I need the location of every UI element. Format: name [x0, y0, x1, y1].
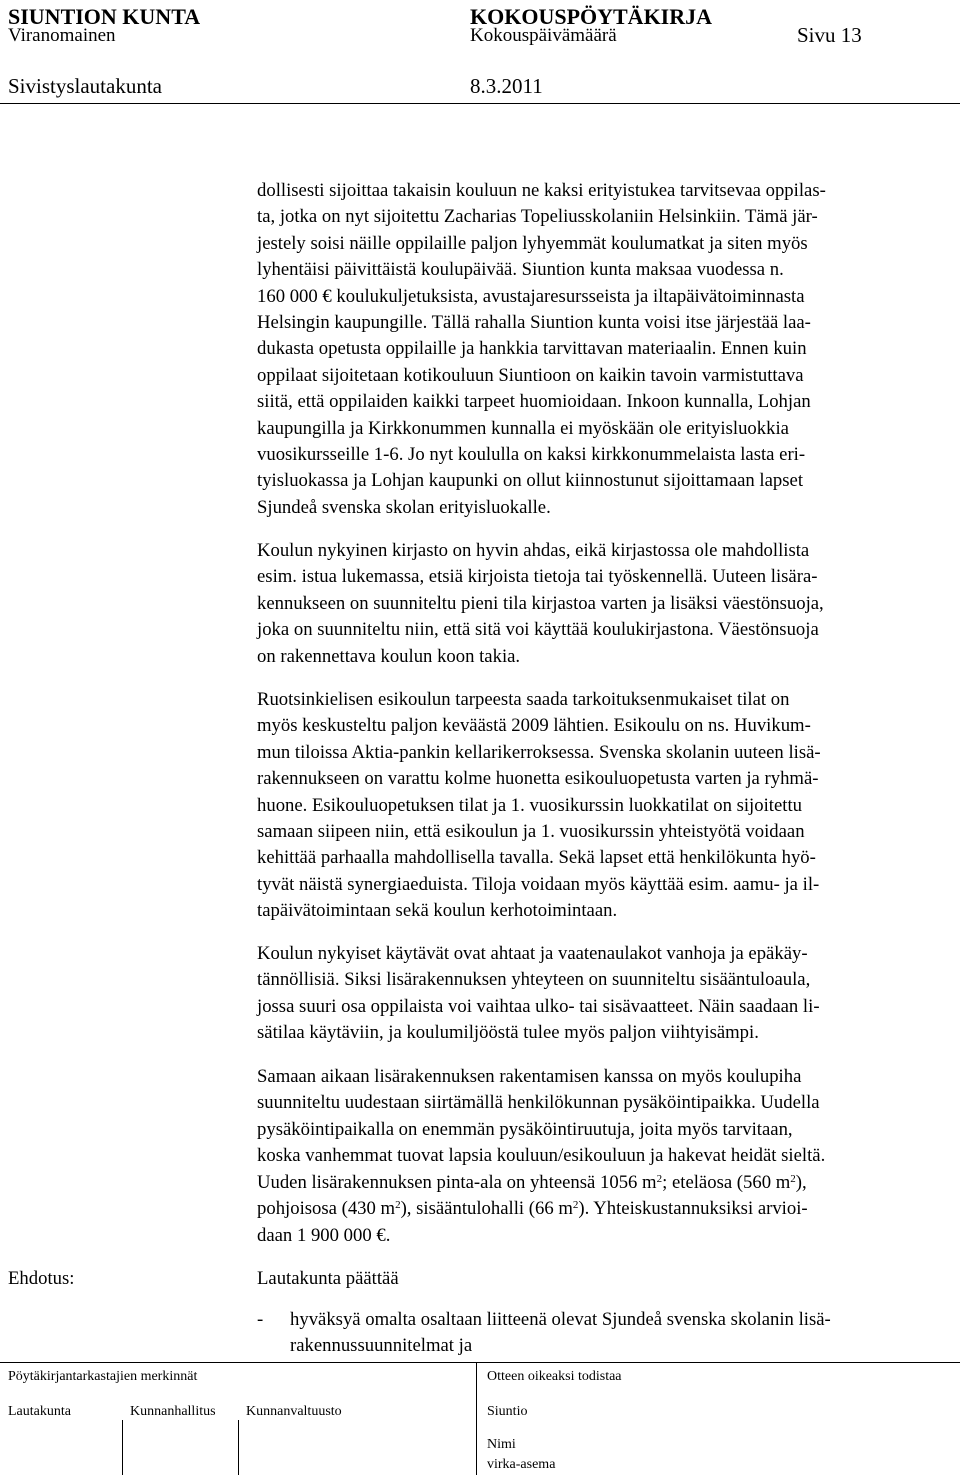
text-line: myös keskusteltu paljon keväästä 2009 lähtien. Esikoulu on ns. Huvikum- — [257, 715, 811, 737]
footer-col-divider-2 — [238, 1420, 239, 1475]
text-line: kehittää parhaalla mahdollisella tavalla. Sekä lapset että henkilökunta hyö- — [257, 847, 816, 869]
text-line: dukasta opetusta oppilaille ja hankkia tarvittavan materiaalin. Ennen kuin — [257, 338, 807, 360]
footer-col-lautakunta: Lautakunta — [8, 1404, 71, 1419]
text-line: joka on suunniteltu niin, että sitä voi käyttää koulukirjastona. Väestönsuoja — [257, 619, 819, 641]
text-line: 160 000 € koulukuljetuksista, avustajaresursseista ja iltapäivätoiminnasta — [257, 285, 805, 307]
org-name: SIUNTION KUNTA — [8, 4, 201, 29]
area-summary — [257, 1170, 947, 1249]
footer-col-kunnanvaltuusto: Kunnanvaltuusto — [246, 1404, 342, 1419]
text-line: samaan siipeen niin, että esikoulun ja 1. vuosikurssin yhteistyötä voidaan — [257, 821, 805, 843]
text-line: Sjundeå svenska skolan erityisluokalle. — [257, 496, 551, 518]
paragraph-1 — [257, 178, 947, 521]
text-line: jossa suuri osa oppilaista voi vaihtaa ulko- tai sisävaatteet. Näin saadaan li- — [257, 995, 820, 1017]
text-line: esim. istua lukemassa, etsiä kirjoista tietoja tai työskennellä. Uuteen lisära- — [257, 566, 818, 588]
text-line: on rakennettava koulun koon takia. — [257, 645, 521, 667]
text-line: tyisluokassa ja Lohjan kaupunki on ollut kiinnostunut sijoittamaan lapset — [257, 470, 804, 492]
paragraph-4 — [257, 941, 947, 1047]
bullet-dash: - — [257, 1309, 264, 1330]
text-line: rakennukseen on varattu kolme huonetta esikouluopetusta varten ja ryhmä- — [257, 768, 819, 790]
paragraph-2 — [257, 538, 947, 670]
text-line: Koulun nykyinen kirjasto on hyvin ahdas, eikä kirjastossa ole mahdollista — [257, 540, 810, 561]
text-line: mun tiloissa Aktia-pankin kellarikerroksessa. Svenska skolanin uuteen lisä- — [257, 741, 821, 763]
text-line: tännöllisiä. Siksi lisärakennuksen yhteyteen on suunniteltu sisääntuloaula, — [257, 969, 811, 991]
footer-name: Nimi — [487, 1437, 516, 1452]
text-line: lyhentäisi päivittäistä koulupäivää. Siuntion kunta maksaa vuodessa n. — [257, 259, 784, 281]
text-line: ta, jotka on nyt sijoitettu Zacharias Topeliusskolaniin Helsinkiin. Tämä jär- — [257, 206, 818, 228]
footer-col-divider-1 — [122, 1420, 123, 1475]
text-line: siitä, että oppilaiden kaikki tarpeet huomioidaan. Inkoon kunnalla, Lohjan — [257, 391, 811, 413]
footer-top-border — [0, 1362, 960, 1363]
document-type: KOKOUSPÖYTÄKIRJA — [470, 4, 713, 29]
text-line: huone. Esikouluopetuksen tilat ja 1. vuosikurssin luokkatilat on sijoitettu — [257, 794, 803, 816]
text-line: Helsingin kaupungille. Tällä rahalla Siuntion kunta voisi itse järjestää laa- — [257, 312, 811, 334]
authority-name: Sivistyslautakunta — [8, 74, 162, 98]
decision-heading: Lautakunta päättää — [257, 1268, 399, 1289]
text-line: sätilaa käytäviin, ja koulumiljööstä tulee myös paljon viihtyisämpi. — [257, 1022, 759, 1044]
text-line: Samaan aikaan lisärakennuksen rakentamisen kanssa on myös koulupiha — [257, 1066, 802, 1087]
header-divider — [0, 103, 960, 104]
area-line-2: pohjoisosa (430 $m^2$), sisääntulohalli (66 $m^2$). Yhteiskustannuksiksi arvioi- — [257, 1198, 808, 1220]
meeting-date: 8.3.2011 — [470, 74, 543, 98]
text-line: dollisesti sijoittaa takaisin kouluun ne kaksi erityistukea tarvitsevaa oppilas- — [257, 180, 826, 201]
text-line: vuosikursseille 1-6. Jo nyt koululla on kaksi kirkkonummelaista lasta eri- — [257, 444, 806, 466]
text-line: pysäköintipaikalla on enemmän pysäköintiruutuja, joita myös tarvitaan, — [257, 1118, 793, 1140]
paragraph-3 — [257, 687, 947, 925]
proposal-label: Ehdotus: — [8, 1268, 75, 1289]
text-line: kaupungilla ja Kirkkonummen kunnalla ei myöskään ole erityisluokkia — [257, 417, 789, 439]
area-line-1: Uuden lisärakennuksen pinta-ala on yhteensä 1056 $m^2$; eteläosa (560 $m^2$), — [257, 1172, 807, 1193]
decision-item-line-2: rakennussuunnitelmat ja — [290, 1335, 473, 1356]
text-line: oppilaat sijoitetaan kotikouluun Siuntioon on kaikin tavoin varmistuttava — [257, 364, 804, 386]
footer-title: virka-asema — [487, 1457, 556, 1472]
footer-place: Siuntio — [487, 1404, 528, 1419]
footer-col-kunnanhallitus: Kunnanhallitus — [130, 1404, 216, 1419]
text-line: Koulun nykyiset käytävät ovat ahtaat ja vaatenaulakot vanhoja ja epäkäy- — [257, 943, 808, 964]
text-line: jestely soisi näille oppilaille paljon lyhyemmät koulumatkat ja siten myös — [257, 232, 808, 254]
text-line: kennukseen on suunniteltu pieni tila kirjastoa varten ja lisäksi väestönsuoja, — [257, 592, 824, 614]
text-line: tapäivätoimintaan sekä koulun kerhotoimintaan. — [257, 900, 618, 922]
inspectors-label: Pöytäkirjantarkastajien merkinnät — [8, 1369, 198, 1384]
authority-label: Viranomainen — [8, 25, 116, 46]
text-line: Ruotsinkielisen esikoulun tarpeesta saada tarkoituksenmukaiset tilat on — [257, 689, 790, 710]
area-line-3: daan 1 900 000 €. — [257, 1224, 391, 1246]
text-line: koska vanhemmat tuovat lapsia kouluun/esikouluun ja hakevat heidät sieltä. — [257, 1145, 826, 1167]
paragraph-5 — [257, 1064, 947, 1170]
certified-label: Otteen oikeaksi todistaa — [487, 1369, 622, 1384]
text-line: suunniteltu uudestaan siirtämällä henkilökunnan pysäköintipaikka. Uudella — [257, 1092, 820, 1114]
decision-item-line-1: hyväksyä omalta osaltaan liitteenä olevat Sjundeå svenska skolanin lisä- — [290, 1309, 831, 1330]
date-label: Kokouspäivämäärä — [470, 25, 617, 46]
text-line: tyvät näistä synergiaeduista. Tiloja voidaan myös käyttää esim. aamu- ja il- — [257, 873, 820, 895]
page-number: Sivu 13 — [797, 23, 862, 47]
footer-divider — [476, 1362, 477, 1475]
